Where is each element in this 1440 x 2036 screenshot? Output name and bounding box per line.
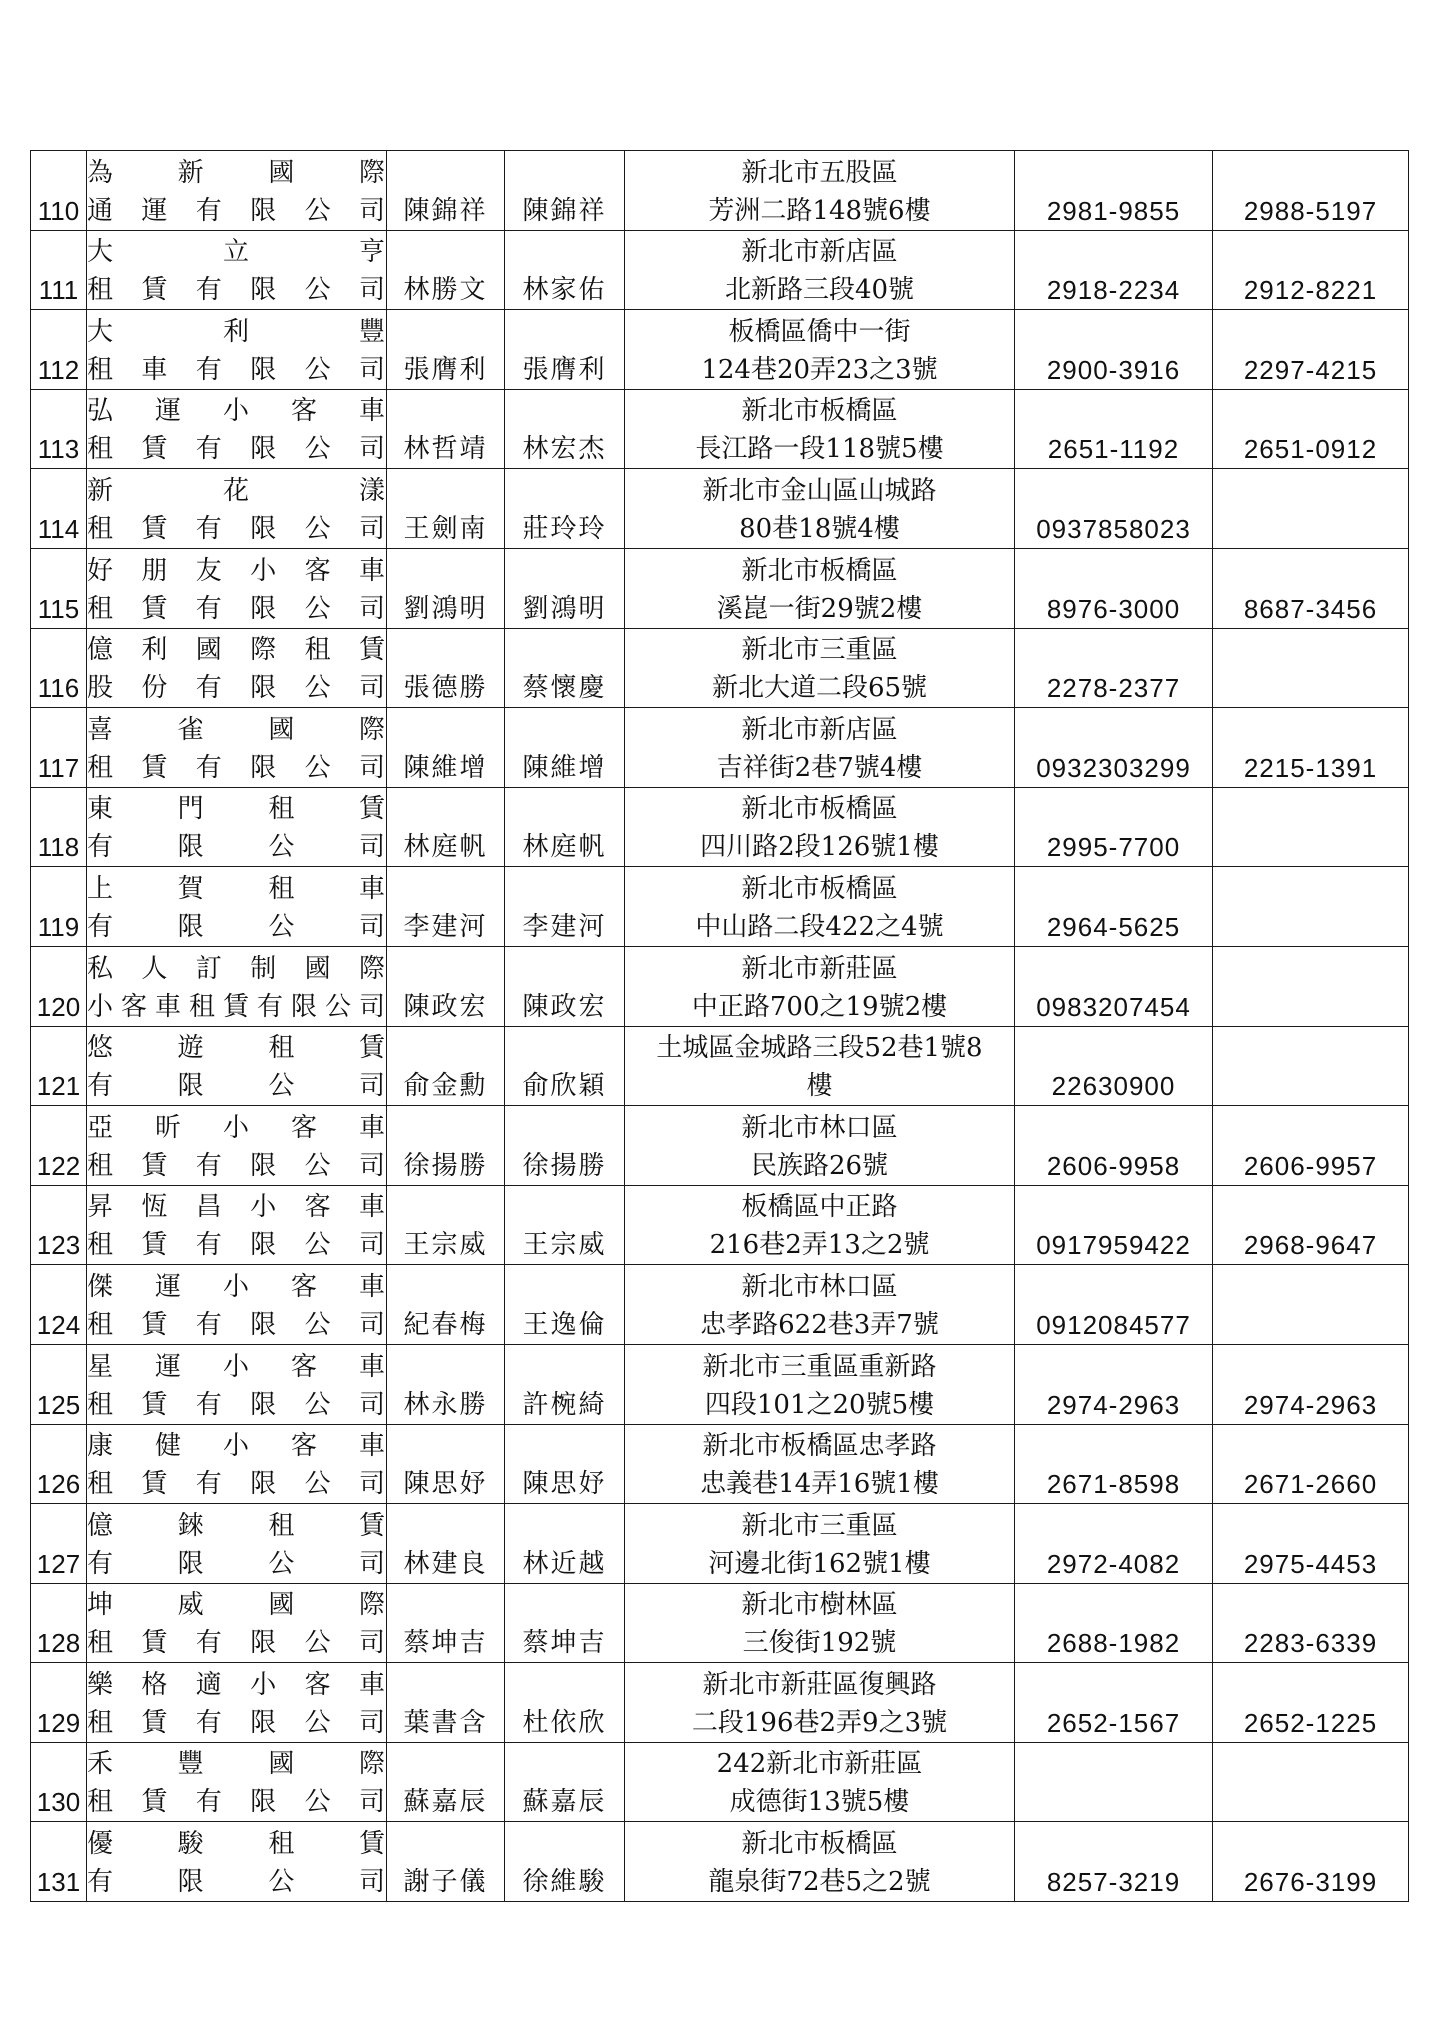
fax-cell: 8687-3456 xyxy=(1213,548,1409,628)
fax-cell: 2974-2963 xyxy=(1213,1344,1409,1424)
fax-cell xyxy=(1213,469,1409,549)
representative-cell: 林建良 xyxy=(387,1504,505,1584)
manager-cell: 許椀綺 xyxy=(505,1344,625,1424)
address-cell xyxy=(625,310,1015,390)
table-row xyxy=(31,230,1409,310)
representative-cell: 王宗威 xyxy=(387,1185,505,1265)
address-line-1: 新北市三重區 xyxy=(741,1510,898,1541)
address-line-1: 新北市樹林區 xyxy=(741,1590,898,1621)
address-cell xyxy=(625,1583,1015,1663)
address-line-2: 溪崑一街29號2樓 xyxy=(716,593,923,624)
address-cell xyxy=(625,1822,1015,1902)
address-line-1: 新北市板橋區 xyxy=(741,873,898,904)
address-cell xyxy=(625,1424,1015,1504)
row-number: 129 xyxy=(31,1663,87,1743)
company-name-line-1: 億 利 國 際 租 賃 xyxy=(87,635,386,666)
address-line-2: 成德街13號5樓 xyxy=(729,1787,910,1818)
representative-cell: 謝子儀 xyxy=(387,1822,505,1902)
address-line-2: 四川路2段126號1樓 xyxy=(700,832,939,863)
representative-cell: 陳維增 xyxy=(387,708,505,788)
company-name-line-1: 大 利 豐 xyxy=(87,316,386,347)
manager-cell: 陳錦祥 xyxy=(505,151,625,231)
company-name-line-2: 租 賃 有 限 公 司 xyxy=(87,1787,386,1818)
manager-cell: 蔡懷慶 xyxy=(505,628,625,708)
address-cell xyxy=(625,469,1015,549)
manager-cell: 王逸倫 xyxy=(505,1265,625,1345)
company-name-line-1: 昇 恆 昌 小 客 車 xyxy=(87,1192,386,1223)
company-name-cell xyxy=(87,787,387,867)
table-row xyxy=(31,787,1409,867)
company-name-line-1: 傑 運 小 客 車 xyxy=(87,1271,386,1302)
representative-cell: 王劍南 xyxy=(387,469,505,549)
row-number: 123 xyxy=(31,1185,87,1265)
fax-cell xyxy=(1213,867,1409,947)
company-name-cell xyxy=(87,151,387,231)
company-name-line-1: 坤 威 國 際 xyxy=(87,1590,386,1621)
representative-cell: 陳政宏 xyxy=(387,946,505,1026)
table-row xyxy=(31,389,1409,469)
address-cell xyxy=(625,389,1015,469)
company-name-line-2: 租 賃 有 限 公 司 xyxy=(87,1309,386,1340)
phone-cell: 2652-1567 xyxy=(1015,1663,1213,1743)
fax-cell: 2975-4453 xyxy=(1213,1504,1409,1584)
company-name-cell xyxy=(87,946,387,1026)
company-name-cell xyxy=(87,1106,387,1186)
representative-cell: 林永勝 xyxy=(387,1344,505,1424)
address-line-2: 吉祥街2巷7號4樓 xyxy=(716,752,923,783)
table-row xyxy=(31,867,1409,947)
table-row xyxy=(31,151,1409,231)
address-line-1: 新北市板橋區 xyxy=(741,555,898,586)
address-line-1: 新北市五股區 xyxy=(741,157,898,188)
address-line-2: 長江路一段118號5樓 xyxy=(695,434,944,465)
fax-cell: 2968-9647 xyxy=(1213,1185,1409,1265)
company-name-cell xyxy=(87,1185,387,1265)
company-name-line-1: 上 賀 租 車 xyxy=(87,873,386,904)
fax-cell: 2215-1391 xyxy=(1213,708,1409,788)
address-cell xyxy=(625,787,1015,867)
address-line-1: 新北市金山區山城路 xyxy=(702,475,937,506)
company-name-line-2: 有 限 公 司 xyxy=(87,1548,386,1579)
representative-cell: 陳思妤 xyxy=(387,1424,505,1504)
manager-cell: 陳維增 xyxy=(505,708,625,788)
address-line-1: 新北市新莊區復興路 xyxy=(702,1669,937,1700)
company-name-cell xyxy=(87,469,387,549)
representative-cell: 紀春梅 xyxy=(387,1265,505,1345)
phone-cell: 2974-2963 xyxy=(1015,1344,1213,1424)
company-name-line-1: 弘 運 小 客 車 xyxy=(87,396,386,427)
company-name-line-2: 租 車 有 限 公 司 xyxy=(87,354,386,385)
manager-cell: 徐維駿 xyxy=(505,1822,625,1902)
company-name-line-2: 通 運 有 限 公 司 xyxy=(87,195,386,226)
address-line-2: 河邊北街162號1樓 xyxy=(708,1548,931,1579)
manager-cell: 陳思妤 xyxy=(505,1424,625,1504)
phone-cell: 2972-4082 xyxy=(1015,1504,1213,1584)
manager-cell: 蘇嘉辰 xyxy=(505,1742,625,1822)
company-name-cell xyxy=(87,1663,387,1743)
address-cell xyxy=(625,708,1015,788)
manager-cell: 李建河 xyxy=(505,867,625,947)
row-number: 112 xyxy=(31,310,87,390)
company-name-cell xyxy=(87,1344,387,1424)
table-row xyxy=(31,628,1409,708)
phone-cell xyxy=(1015,1742,1213,1822)
row-number: 114 xyxy=(31,469,87,549)
address-line-1: 242新北市新莊區 xyxy=(716,1749,923,1780)
table-row xyxy=(31,708,1409,788)
fax-cell xyxy=(1213,1265,1409,1345)
company-name-line-1: 億 錸 租 賃 xyxy=(87,1510,386,1541)
representative-cell: 蘇嘉辰 xyxy=(387,1742,505,1822)
table-row xyxy=(31,1424,1409,1504)
phone-cell: 0917959422 xyxy=(1015,1185,1213,1265)
phone-cell: 2606-9958 xyxy=(1015,1106,1213,1186)
address-line-2: 樓 xyxy=(806,1071,833,1102)
address-cell xyxy=(625,548,1015,628)
table-row xyxy=(31,1265,1409,1345)
representative-cell: 林勝文 xyxy=(387,230,505,310)
company-name-line-1: 優 駿 租 賃 xyxy=(87,1829,386,1860)
company-name-line-2: 租 賃 有 限 公 司 xyxy=(87,275,386,306)
row-number: 120 xyxy=(31,946,87,1026)
fax-cell: 2297-4215 xyxy=(1213,310,1409,390)
company-name-line-1: 樂 格 適 小 客 車 xyxy=(87,1669,386,1700)
address-cell xyxy=(625,1344,1015,1424)
table-row xyxy=(31,1583,1409,1663)
address-line-2: 三俊街192號 xyxy=(742,1628,897,1659)
company-name-line-2: 有 限 公 司 xyxy=(87,1867,386,1898)
table-row xyxy=(31,1663,1409,1743)
row-number: 113 xyxy=(31,389,87,469)
address-line-1: 新北市板橋區 xyxy=(741,794,898,825)
phone-cell: 2671-8598 xyxy=(1015,1424,1213,1504)
row-number: 111 xyxy=(31,230,87,310)
company-name-cell xyxy=(87,628,387,708)
address-cell xyxy=(625,628,1015,708)
phone-cell: 0937858023 xyxy=(1015,469,1213,549)
company-name-cell xyxy=(87,1822,387,1902)
fax-cell xyxy=(1213,1742,1409,1822)
table-row xyxy=(31,1822,1409,1902)
address-line-1: 新北市新店區 xyxy=(741,237,898,268)
phone-cell: 2651-1192 xyxy=(1015,389,1213,469)
fax-cell: 2912-8221 xyxy=(1213,230,1409,310)
manager-cell: 林宏杰 xyxy=(505,389,625,469)
row-number: 122 xyxy=(31,1106,87,1186)
phone-cell: 2918-2234 xyxy=(1015,230,1213,310)
company-name-line-1: 禾 豐 國 際 xyxy=(87,1749,386,1780)
phone-cell: 8976-3000 xyxy=(1015,548,1213,628)
company-name-line-1: 亞 昕 小 客 車 xyxy=(87,1112,386,1143)
address-cell xyxy=(625,1265,1015,1345)
representative-cell: 劉鴻明 xyxy=(387,548,505,628)
address-line-1: 新北市新莊區 xyxy=(741,953,898,984)
company-name-line-1: 私 人 訂 制 國 際 xyxy=(87,953,386,984)
address-line-2: 四段101之20號5樓 xyxy=(704,1389,935,1420)
representative-cell: 張德勝 xyxy=(387,628,505,708)
manager-cell: 杜依欣 xyxy=(505,1663,625,1743)
phone-cell: 2278-2377 xyxy=(1015,628,1213,708)
fax-cell: 2988-5197 xyxy=(1213,151,1409,231)
fax-cell xyxy=(1213,946,1409,1026)
company-name-cell xyxy=(87,1424,387,1504)
address-cell xyxy=(625,230,1015,310)
table-row xyxy=(31,1106,1409,1186)
company-name-cell xyxy=(87,1026,387,1106)
company-name-cell xyxy=(87,1742,387,1822)
company-name-line-2: 租 賃 有 限 公 司 xyxy=(87,1707,386,1738)
phone-cell: 2900-3916 xyxy=(1015,310,1213,390)
table-row xyxy=(31,1742,1409,1822)
company-name-line-1: 為 新 國 際 xyxy=(87,157,386,188)
manager-cell: 林庭帆 xyxy=(505,787,625,867)
company-name-line-1: 大 立 亨 xyxy=(87,237,386,268)
address-line-2: 中正路700之19號2樓 xyxy=(691,991,948,1022)
address-line-2: 二段196巷2弄9之3號 xyxy=(691,1707,948,1738)
table-row xyxy=(31,1026,1409,1106)
row-number: 128 xyxy=(31,1583,87,1663)
fax-cell: 2676-3199 xyxy=(1213,1822,1409,1902)
fax-cell xyxy=(1213,787,1409,867)
company-name-cell xyxy=(87,867,387,947)
address-line-2: 新北大道二段65號 xyxy=(711,673,928,704)
company-name-line-1: 喜 雀 國 際 xyxy=(87,714,386,745)
row-number: 126 xyxy=(31,1424,87,1504)
representative-cell: 李建河 xyxy=(387,867,505,947)
table-row xyxy=(31,548,1409,628)
company-name-line-2: 租 賃 有 限 公 司 xyxy=(87,434,386,465)
address-line-2: 芳洲二路148號6樓 xyxy=(708,195,931,226)
fax-cell: 2283-6339 xyxy=(1213,1583,1409,1663)
fax-cell: 2652-1225 xyxy=(1213,1663,1409,1743)
fax-cell xyxy=(1213,628,1409,708)
company-name-cell xyxy=(87,1504,387,1584)
company-name-line-2: 租 賃 有 限 公 司 xyxy=(87,1389,386,1420)
manager-cell: 林家佑 xyxy=(505,230,625,310)
table-row xyxy=(31,1185,1409,1265)
table-body xyxy=(31,151,1409,1902)
table-row xyxy=(31,946,1409,1026)
fax-cell: 2606-9957 xyxy=(1213,1106,1409,1186)
representative-cell: 俞金勳 xyxy=(387,1026,505,1106)
representative-cell: 葉書含 xyxy=(387,1663,505,1743)
company-name-line-1: 康 健 小 客 車 xyxy=(87,1431,386,1462)
row-number: 117 xyxy=(31,708,87,788)
company-name-cell xyxy=(87,708,387,788)
row-number: 121 xyxy=(31,1026,87,1106)
company-name-cell xyxy=(87,389,387,469)
address-cell xyxy=(625,1742,1015,1822)
representative-cell: 徐揚勝 xyxy=(387,1106,505,1186)
phone-cell: 2995-7700 xyxy=(1015,787,1213,867)
company-name-line-2: 租 賃 有 限 公 司 xyxy=(87,513,386,544)
address-line-2: 216巷2弄13之2號 xyxy=(709,1230,930,1261)
address-line-2: 80巷18號4樓 xyxy=(739,513,900,544)
row-number: 127 xyxy=(31,1504,87,1584)
address-cell xyxy=(625,1663,1015,1743)
representative-cell: 林庭帆 xyxy=(387,787,505,867)
row-number: 124 xyxy=(31,1265,87,1345)
address-line-2: 忠義巷14弄16號1樓 xyxy=(700,1469,939,1500)
address-line-1: 新北市板橋區 xyxy=(741,396,898,427)
address-line-1: 新北市林口區 xyxy=(741,1112,898,1143)
address-line-2: 民族路26號 xyxy=(750,1150,889,1181)
row-number: 125 xyxy=(31,1344,87,1424)
table-row xyxy=(31,1504,1409,1584)
representative-cell: 張膺利 xyxy=(387,310,505,390)
address-line-1: 新北市三重區重新路 xyxy=(702,1351,937,1382)
company-name-cell xyxy=(87,1583,387,1663)
address-cell xyxy=(625,867,1015,947)
phone-cell: 2688-1982 xyxy=(1015,1583,1213,1663)
phone-cell: 2981-9855 xyxy=(1015,151,1213,231)
company-name-cell xyxy=(87,548,387,628)
company-name-line-1: 悠 遊 租 賃 xyxy=(87,1033,386,1064)
row-number: 131 xyxy=(31,1822,87,1902)
company-name-line-1: 新 花 漾 xyxy=(87,475,386,506)
company-name-line-2: 股 份 有 限 公 司 xyxy=(87,673,386,704)
address-cell xyxy=(625,946,1015,1026)
phone-cell: 0983207454 xyxy=(1015,946,1213,1026)
phone-cell: 0912084577 xyxy=(1015,1265,1213,1345)
company-name-line-2: 租 賃 有 限 公 司 xyxy=(87,593,386,624)
manager-cell: 陳政宏 xyxy=(505,946,625,1026)
address-line-1: 新北市新店區 xyxy=(741,714,898,745)
address-line-1: 新北市林口區 xyxy=(741,1271,898,1302)
row-number: 130 xyxy=(31,1742,87,1822)
company-name-line-2: 租 賃 有 限 公 司 xyxy=(87,1230,386,1261)
manager-cell: 俞欣穎 xyxy=(505,1026,625,1106)
address-line-2: 龍泉街72巷5之2號 xyxy=(708,1867,931,1898)
manager-cell: 劉鴻明 xyxy=(505,548,625,628)
company-name-line-2: 租 賃 有 限 公 司 xyxy=(87,752,386,783)
representative-cell: 林哲靖 xyxy=(387,389,505,469)
address-cell xyxy=(625,1106,1015,1186)
address-cell xyxy=(625,1026,1015,1106)
address-cell xyxy=(625,1504,1015,1584)
company-name-cell xyxy=(87,310,387,390)
row-number: 110 xyxy=(31,151,87,231)
table-row xyxy=(31,469,1409,549)
fax-cell xyxy=(1213,1026,1409,1106)
company-name-cell xyxy=(87,230,387,310)
address-line-1: 板橋區中正路 xyxy=(741,1192,898,1223)
address-line-1: 土城區金城路三段52巷1號8 xyxy=(656,1033,983,1064)
company-name-line-2: 租 賃 有 限 公 司 xyxy=(87,1628,386,1659)
row-number: 115 xyxy=(31,548,87,628)
company-name-line-2: 有 限 公 司 xyxy=(87,1071,386,1102)
manager-cell: 林近越 xyxy=(505,1504,625,1584)
manager-cell: 莊玲玲 xyxy=(505,469,625,549)
table-row xyxy=(31,310,1409,390)
company-name-line-2: 租 賃 有 限 公 司 xyxy=(87,1150,386,1181)
address-cell xyxy=(625,151,1015,231)
phone-cell: 22630900 xyxy=(1015,1026,1213,1106)
manager-cell: 張膺利 xyxy=(505,310,625,390)
company-name-line-2: 小客車租賃有限公司 xyxy=(87,991,386,1022)
address-line-2: 北新路三段40號 xyxy=(724,275,915,306)
manager-cell: 王宗威 xyxy=(505,1185,625,1265)
phone-cell: 8257-3219 xyxy=(1015,1822,1213,1902)
fax-cell: 2651-0912 xyxy=(1213,389,1409,469)
row-number: 116 xyxy=(31,628,87,708)
phone-cell: 0932303299 xyxy=(1015,708,1213,788)
company-name-line-2: 有 限 公 司 xyxy=(87,832,386,863)
company-name-line-1: 東 門 租 賃 xyxy=(87,794,386,825)
table-row xyxy=(31,1344,1409,1424)
address-cell xyxy=(625,1185,1015,1265)
company-name-line-1: 星 運 小 客 車 xyxy=(87,1351,386,1382)
address-line-1: 新北市板橋區忠孝路 xyxy=(702,1431,937,1462)
address-line-1: 新北市三重區 xyxy=(741,635,898,666)
row-number: 118 xyxy=(31,787,87,867)
company-name-line-2: 有 限 公 司 xyxy=(87,911,386,942)
representative-cell: 蔡坤吉 xyxy=(387,1583,505,1663)
address-line-2: 忠孝路622巷3弄7號 xyxy=(700,1309,939,1340)
fax-cell: 2671-2660 xyxy=(1213,1424,1409,1504)
address-line-1: 新北市板橋區 xyxy=(741,1829,898,1860)
manager-cell: 蔡坤吉 xyxy=(505,1583,625,1663)
manager-cell: 徐揚勝 xyxy=(505,1106,625,1186)
phone-cell: 2964-5625 xyxy=(1015,867,1213,947)
company-name-line-1: 好 朋 友 小 客 車 xyxy=(87,555,386,586)
row-number: 119 xyxy=(31,867,87,947)
rental-company-table xyxy=(30,150,1409,1902)
representative-cell: 陳錦祥 xyxy=(387,151,505,231)
address-line-2: 中山路二段422之4號 xyxy=(695,911,944,942)
company-name-cell xyxy=(87,1265,387,1345)
company-name-line-2: 租 賃 有 限 公 司 xyxy=(87,1469,386,1500)
address-line-1: 板橋區僑中一街 xyxy=(728,316,911,347)
address-line-2: 124巷20弄23之3號 xyxy=(701,354,938,385)
